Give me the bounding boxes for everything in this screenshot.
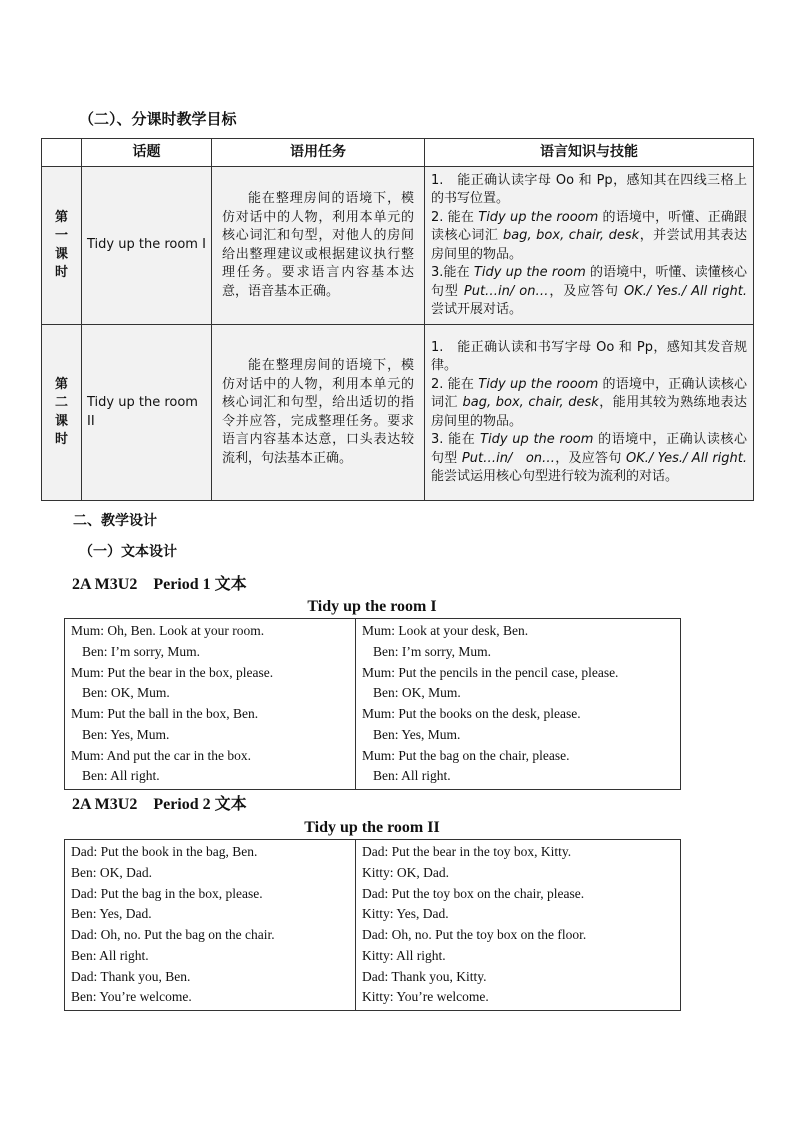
objectives-heading: （二）、分课时教学目标 bbox=[79, 110, 237, 128]
objectives-table bbox=[41, 138, 754, 501]
dialogue-column-right bbox=[356, 840, 681, 1011]
dialogue-line: Ben: OK, Dad. bbox=[71, 864, 152, 880]
period1-title: Tidy up the room I bbox=[307, 598, 437, 615]
dialogue-line: Ben: All right. bbox=[82, 768, 160, 784]
period1-dialogue-table bbox=[64, 618, 681, 790]
lesson-knowledge bbox=[425, 167, 754, 325]
dialogue-line: Mum: Put the books on the desk, please. bbox=[362, 706, 581, 721]
knowledge-item: 3.能在 Tidy up the room 的语境中，听懂、读懂核心句型 Put…in/ on…，及应答句 OK./ Yes./ All right.尝试开展对话。 bbox=[431, 265, 747, 317]
dialogue-line: Ben: I’m sorry, Mum. bbox=[82, 643, 200, 659]
dialogue-line: Ben: OK, Mum. bbox=[82, 685, 170, 701]
dialogue-line: Dad: Put the book in the bag, Ben. bbox=[71, 844, 258, 859]
dialogue-line: Dad: Oh, no. Put the bag on the chair. bbox=[71, 927, 275, 942]
dialogue-line: Ben: Yes, Mum. bbox=[82, 726, 170, 742]
dialogue-line: Ben: Yes, Mum. bbox=[373, 726, 461, 742]
dialogue-line: Ben: You’re welcome. bbox=[71, 989, 192, 1005]
knowledge-item: 2. 能在 Tidy up the rooom 的语境中，正确认读核心词汇 bag, box, chair, desk，能用其较为熟练地表达房间里的物品。 bbox=[431, 376, 747, 429]
dialogue-line: Ben: I’m sorry, Mum. bbox=[373, 643, 491, 659]
knowledge-item: 2. 能在 Tidy up the rooom 的语境中，听懂、正确跟读核心词汇 bag, box, chair, desk，并尝试用其表达房间里的物品。 bbox=[431, 209, 747, 262]
lesson-label: 第 一 课 时 bbox=[42, 167, 82, 325]
dialogue-column-left bbox=[65, 619, 356, 790]
dialogue-line: Kitty: You’re welcome. bbox=[362, 989, 489, 1005]
dialogue-line: Dad: Put the bag in the box, please. bbox=[71, 885, 263, 901]
knowledge-item: 1. 能正确认读和书写字母 Oo 和 Pp，感知其发音规律。 bbox=[431, 339, 747, 373]
dialogue-line: Mum: Put the ball in the box, Ben. bbox=[71, 706, 259, 721]
dialogue-line: Kitty: OK, Dad. bbox=[362, 864, 449, 880]
dialogue-line: Mum: Put the pencils in the pencil case, please. bbox=[362, 664, 619, 680]
dialogue-line: Kitty: All right. bbox=[362, 947, 446, 963]
dialogue-line: Dad: Put the toy box on the chair, please. bbox=[362, 885, 585, 901]
dialogue-line: Ben: All right. bbox=[71, 947, 149, 963]
header-topic: 话题 bbox=[82, 139, 212, 167]
dialogue-line: Dad: Put the bear in the toy box, Kitty. bbox=[362, 844, 572, 859]
period1-heading: 2A M3U2 Period 1 文本 bbox=[72, 576, 247, 593]
dialogue-line: Dad: Oh, no. Put the toy box on the floor. bbox=[362, 927, 587, 942]
dialogue-line: Dad: Thank you, Ben. bbox=[71, 968, 191, 984]
dialogue-line: Kitty: Yes, Dad. bbox=[362, 906, 449, 922]
dialogue-line: Ben: Yes, Dad. bbox=[71, 906, 152, 922]
knowledge-item: 1. 能正确认读字母 Oo 和 Pp，感知其在四线三格上的书写位置。 bbox=[431, 172, 747, 206]
dialogue-line: Mum: Oh, Ben. Look at your room. bbox=[71, 623, 265, 638]
dialogue-line: Mum: Look at your desk, Ben. bbox=[362, 623, 529, 638]
period2-dialogue-table bbox=[64, 839, 681, 1011]
dialogue-line: Ben: All right. bbox=[373, 768, 451, 784]
dialogue-line: Dad: Thank you, Kitty. bbox=[362, 968, 487, 984]
lesson-row-1 bbox=[42, 167, 754, 325]
design-heading: 二、教学设计 bbox=[73, 513, 157, 529]
period2-title: Tidy up the room II bbox=[304, 819, 440, 836]
objectives-header-row bbox=[42, 139, 754, 167]
header-knowledge: 语言知识与技能 bbox=[425, 139, 754, 167]
lesson-topic: Tidy up the room II bbox=[82, 325, 212, 501]
lesson-knowledge bbox=[425, 325, 754, 501]
header-empty bbox=[42, 139, 82, 167]
lesson-task: 能在整理房间的语境下，模仿对话中的人物，利用本单元的核心词汇和句型，给出适切的指令并应答，完成整理任务。要求语言内容基本达意，口头表达较流利，句法基本正确。 bbox=[212, 325, 425, 501]
dialogue-column-left bbox=[65, 840, 356, 1011]
period2-heading: 2A M3U2 Period 2 文本 bbox=[72, 796, 247, 813]
dialogue-column-right bbox=[356, 619, 681, 790]
dialogue-line: Mum: Put the bear in the box, please. bbox=[71, 664, 274, 680]
dialogue-line: Mum: And put the car in the box. bbox=[71, 747, 251, 763]
lesson-topic: Tidy up the room I bbox=[82, 167, 212, 325]
header-task: 语用任务 bbox=[212, 139, 425, 167]
knowledge-item: 3. 能在 Tidy up the room 的语境中，正确认读核心句型 Put…in/ on…，及应答句 OK./ Yes./ All right.能尝试运用核心句型进行较为流利的对话。 bbox=[431, 432, 747, 484]
lesson-label: 第 二 课 时 bbox=[42, 325, 82, 501]
lesson-task: 能在整理房间的语境下，模仿对话中的人物，利用本单元的核心词汇和句型，对他人的房间给出整理建议或根据建议执行整理任务。要求语言内容基本达意，语音基本正确。 bbox=[212, 167, 425, 325]
lesson-row-2 bbox=[42, 325, 754, 501]
text-design-heading: （一）文本设计 bbox=[79, 544, 177, 560]
dialogue-line: Ben: OK, Mum. bbox=[373, 685, 461, 701]
dialogue-line: Mum: Put the bag on the chair, please. bbox=[362, 747, 570, 763]
